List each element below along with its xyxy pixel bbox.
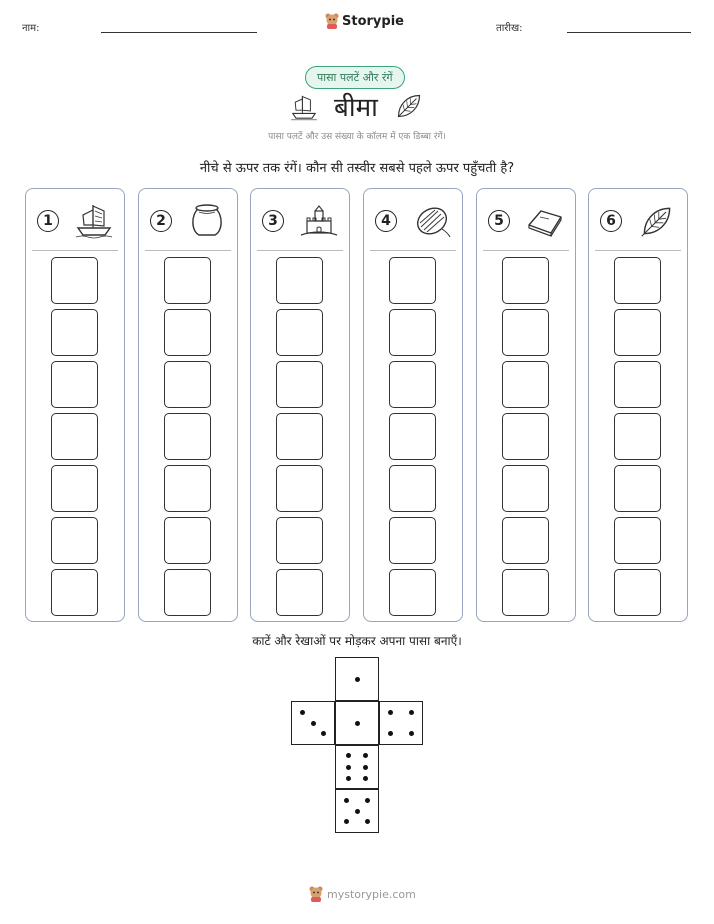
die-pip bbox=[344, 819, 349, 824]
color-box[interactable] bbox=[164, 517, 211, 564]
die-pip bbox=[355, 809, 360, 814]
bear-icon bbox=[309, 886, 323, 902]
die-pip bbox=[388, 710, 393, 715]
die-pip bbox=[344, 798, 349, 803]
die-pip bbox=[321, 731, 326, 736]
column-divider bbox=[32, 250, 118, 251]
column-2 bbox=[138, 188, 238, 622]
column-number: 6 bbox=[600, 210, 622, 232]
die-pip bbox=[363, 753, 368, 758]
color-box[interactable] bbox=[51, 361, 98, 408]
column-divider bbox=[370, 250, 456, 251]
color-box[interactable] bbox=[164, 413, 211, 460]
color-box[interactable] bbox=[389, 413, 436, 460]
color-box[interactable] bbox=[502, 569, 549, 616]
color-box[interactable] bbox=[502, 309, 549, 356]
color-box[interactable] bbox=[389, 361, 436, 408]
pot-icon bbox=[187, 203, 227, 239]
column-4 bbox=[363, 188, 463, 622]
column-divider bbox=[145, 250, 231, 251]
color-box[interactable] bbox=[614, 413, 661, 460]
color-box[interactable] bbox=[614, 257, 661, 304]
date-line[interactable] bbox=[567, 32, 691, 33]
die-pip bbox=[355, 721, 360, 726]
color-box[interactable] bbox=[389, 257, 436, 304]
die-pip bbox=[363, 765, 368, 770]
column-number: 2 bbox=[150, 210, 172, 232]
color-box[interactable] bbox=[614, 569, 661, 616]
color-box[interactable] bbox=[502, 517, 549, 564]
color-box[interactable] bbox=[614, 465, 661, 512]
footer bbox=[309, 886, 416, 902]
color-box[interactable] bbox=[51, 309, 98, 356]
color-box[interactable] bbox=[614, 361, 661, 408]
title-leaf-icon bbox=[394, 90, 424, 122]
column-3 bbox=[250, 188, 350, 622]
color-box[interactable] bbox=[276, 257, 323, 304]
die-pip bbox=[346, 765, 351, 770]
footer-url: mystorypie.com bbox=[327, 887, 416, 901]
color-box[interactable] bbox=[276, 413, 323, 460]
page-title: बीमा bbox=[334, 93, 378, 123]
color-box[interactable] bbox=[276, 569, 323, 616]
die-face-right bbox=[379, 701, 423, 745]
die-pip bbox=[388, 731, 393, 736]
color-box[interactable] bbox=[502, 361, 549, 408]
color-box[interactable] bbox=[164, 569, 211, 616]
title-sailboat-icon bbox=[288, 92, 320, 122]
color-box[interactable] bbox=[51, 413, 98, 460]
color-box[interactable] bbox=[276, 309, 323, 356]
column-6 bbox=[588, 188, 688, 622]
color-box[interactable] bbox=[164, 465, 211, 512]
die-pip bbox=[300, 710, 305, 715]
die-face-left bbox=[291, 701, 335, 745]
color-box[interactable] bbox=[614, 517, 661, 564]
dice-caption: काटें और रेखाओं पर मोड़कर अपना पासा बनाएँ। bbox=[252, 634, 462, 648]
bear-icon bbox=[325, 13, 339, 29]
die-face-bottom bbox=[335, 789, 379, 833]
die-pip bbox=[409, 710, 414, 715]
instruction: नीचे से ऊपर तक रंगें। कौन सी तस्वीर सबसे पहले ऊपर पहुँचती है? bbox=[199, 161, 515, 176]
color-box[interactable] bbox=[389, 309, 436, 356]
name-label: नाम: bbox=[22, 23, 40, 34]
leaf-icon bbox=[637, 203, 677, 239]
column-1 bbox=[25, 188, 125, 622]
sandcastle-icon bbox=[299, 203, 339, 239]
die-pip bbox=[311, 721, 316, 726]
color-box[interactable] bbox=[51, 517, 98, 564]
column-number: 1 bbox=[37, 210, 59, 232]
color-box[interactable] bbox=[51, 465, 98, 512]
color-box[interactable] bbox=[389, 569, 436, 616]
color-box[interactable] bbox=[502, 465, 549, 512]
die-face-lower bbox=[335, 745, 379, 789]
color-box[interactable] bbox=[164, 361, 211, 408]
color-box[interactable] bbox=[51, 569, 98, 616]
brand-name: Storypie bbox=[342, 13, 404, 29]
die-pip bbox=[355, 677, 360, 682]
die-pip bbox=[346, 776, 351, 781]
color-box[interactable] bbox=[164, 257, 211, 304]
color-box[interactable] bbox=[276, 361, 323, 408]
brand-logo bbox=[325, 13, 404, 29]
die-pip bbox=[365, 798, 370, 803]
die-face-center bbox=[335, 701, 379, 745]
column-number: 5 bbox=[488, 210, 510, 232]
subtitle: पासा पलटें और उस संख्या के कॉलम में एक डिब्बा रंगें। bbox=[268, 132, 446, 142]
die-pip bbox=[409, 731, 414, 736]
name-line[interactable] bbox=[101, 32, 257, 33]
yarn-ball-icon bbox=[412, 203, 452, 239]
soap-bar-icon bbox=[525, 203, 565, 239]
column-divider bbox=[595, 250, 681, 251]
die-face-top bbox=[335, 657, 379, 701]
die-pip bbox=[365, 819, 370, 824]
color-box[interactable] bbox=[164, 309, 211, 356]
die-pip bbox=[346, 753, 351, 758]
color-box[interactable] bbox=[502, 413, 549, 460]
color-box[interactable] bbox=[276, 465, 323, 512]
column-divider bbox=[483, 250, 569, 251]
column-divider bbox=[257, 250, 343, 251]
color-box[interactable] bbox=[389, 517, 436, 564]
sailboat-icon bbox=[74, 203, 114, 239]
color-box[interactable] bbox=[389, 465, 436, 512]
die-pip bbox=[363, 776, 368, 781]
date-label: तारीख: bbox=[496, 23, 523, 34]
column-number: 4 bbox=[375, 210, 397, 232]
column-5 bbox=[476, 188, 576, 622]
color-box[interactable] bbox=[614, 309, 661, 356]
activity-badge: पासा पलटें और रंगें bbox=[305, 66, 405, 89]
color-box[interactable] bbox=[502, 257, 549, 304]
color-box[interactable] bbox=[276, 517, 323, 564]
column-number: 3 bbox=[262, 210, 284, 232]
color-box[interactable] bbox=[51, 257, 98, 304]
